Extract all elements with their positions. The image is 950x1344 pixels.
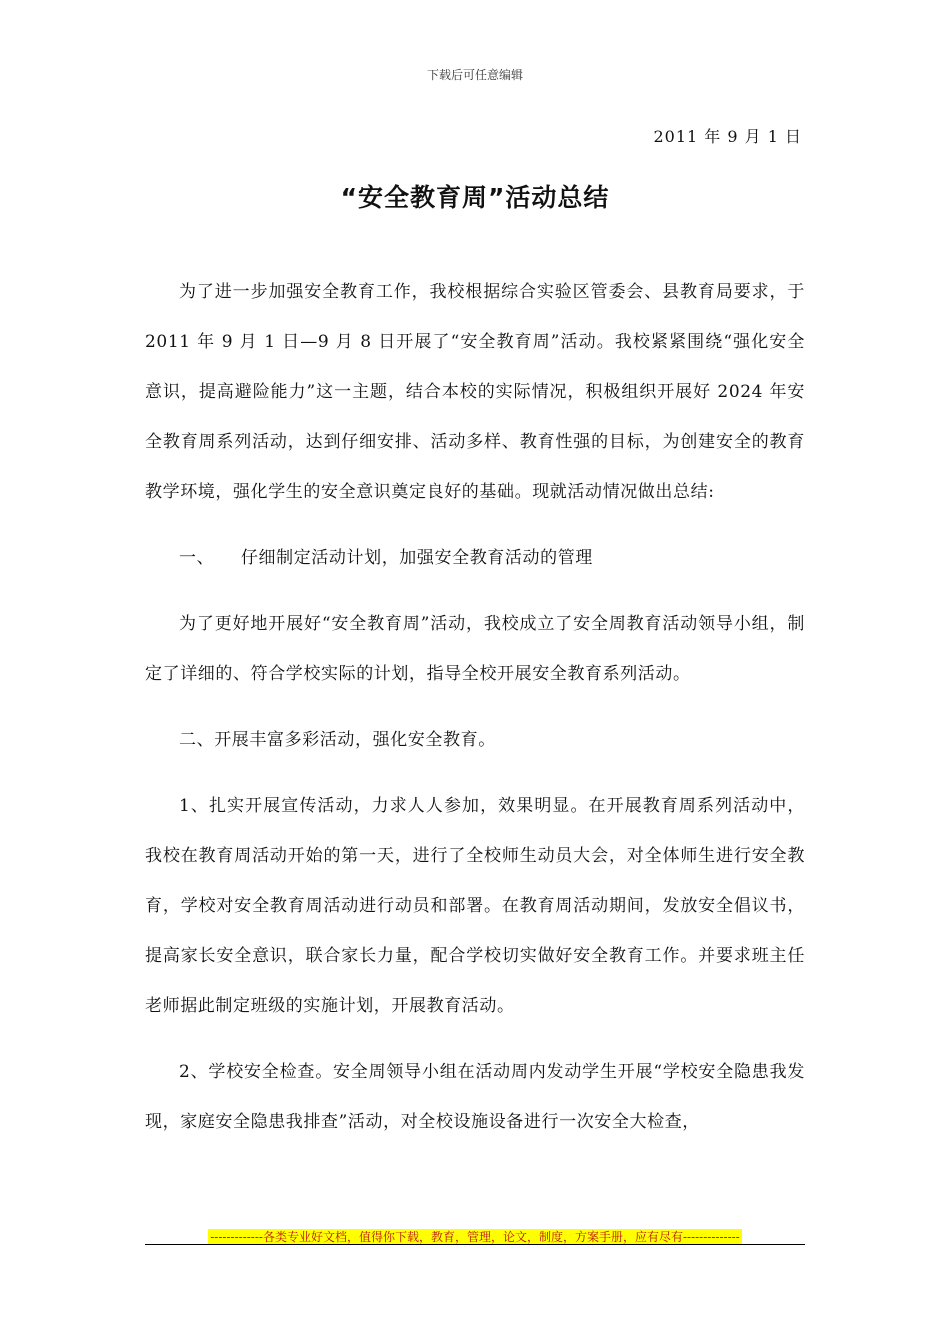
item-1-paragraph: 1、扎实开展宣传活动，力求人人参加，效果明显。在开展教育周系列活动中，我校在教育周活动开始的第一天，进行了全校师生动员大会，对全体师生进行安全教育，学校对安全教育周活动进行动员和部署。在教育周活动期间，发放安全倡议书，提高家长安全意识，联合家长力量，配合学校切实做好安全教育工作。并要求班主任老师据此制定班级的实施计划，开展教育活动。: [145, 796, 805, 1016]
footer-text: -------------各类专业好文档，值得你下载，教育，管理，论文，制度，方案手册，应有尽有--------------: [210, 1230, 740, 1244]
footer-divider: [145, 1244, 805, 1245]
item-2-paragraph: 2、学校安全检查。安全周领导小组在活动周内发动学生开展“学校安全隐患我发现，家庭安全隐患我排查”活动，对全校设施设备进行一次安全大检查，: [145, 1062, 805, 1132]
document-date: 2011 年 9 月 1 日: [653, 127, 802, 146]
document-body: [145, 267, 805, 1163]
header-note: 下载后可任意编辑: [426, 68, 523, 82]
section-1-paragraph: 为了更好地开展好“安全教育周”活动，我校成立了安全周教育活动领导小组，制定了详细的、符合学校实际的计划，指导全校开展安全教育系列活动。: [145, 614, 805, 684]
section-heading-2: 二、开展丰富多彩活动，强化安全教育。: [179, 730, 496, 750]
section-heading-1: 一、 仔细制定活动计划，加强安全教育活动的管理: [179, 548, 593, 568]
footer-banner: [145, 1226, 805, 1245]
document-title: “安全教育周”活动总结: [340, 183, 610, 212]
intro-paragraph: 为了进一步加强安全教育工作，我校根据综合实验区管委会、县教育局要求，于 2011 年 9 月 1 日—9 月 8 日开展了“安全教育周”活动。我校紧紧围绕“强化安全意识，提高避险能力”这一主题，结合本校的实际情况，积极组织开展好 2024 年安全教育周系列活动，达到仔细安排、活动多样、教育性强的目标，为创建安全的教育教学环境，强化学生的安全意识奠定良好的基础。现就活动情况做出总结:: [145, 282, 805, 502]
